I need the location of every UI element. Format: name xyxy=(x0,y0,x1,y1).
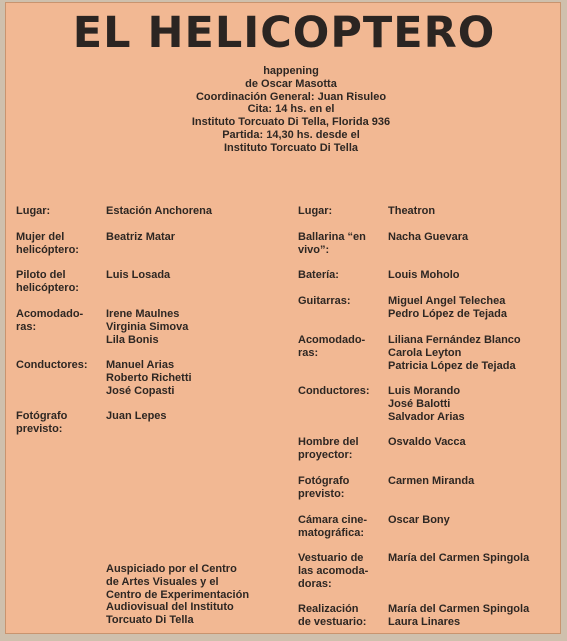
credit-value: María del Carmen Spingola Laura Linares xyxy=(388,603,530,628)
credit-value: Osvaldo Vacca xyxy=(388,436,466,448)
credit-label: Lugar: xyxy=(16,205,51,217)
poster-sheet xyxy=(5,2,561,634)
credit-value: Carmen Miranda xyxy=(388,475,475,487)
credit-value: Luis Losada xyxy=(106,269,171,281)
header-line: Cita: 14 hs. en el xyxy=(247,103,335,116)
credit-value: Oscar Bony xyxy=(388,514,450,526)
credit-label: Fotógrafo previsto: xyxy=(16,410,68,435)
credit-value: Liliana Fernández Blanco Carola Leyton Patricia López de Tejada xyxy=(388,334,521,372)
credit-label: Ballarina “en vivo”: xyxy=(298,231,366,256)
header-line: Instituto Torcuato Di Tella xyxy=(223,141,359,154)
credit-label: Mujer del helicóptero: xyxy=(16,231,79,256)
poster-title: EL HELICOPTERO xyxy=(72,8,496,58)
credit-label: Lugar: xyxy=(298,205,333,217)
credit-value: Miguel Angel Telechea Pedro López de Tejada xyxy=(388,295,507,320)
credit-label: Conductores: xyxy=(16,359,88,371)
credit-value: Luis Morando José Balotti Salvador Arias xyxy=(388,385,465,423)
header-line: Partida: 14,30 hs. desde el xyxy=(222,128,360,141)
credit-label: Fotógrafo previsto: xyxy=(298,475,350,500)
credit-value: María del Carmen Spingola xyxy=(388,552,530,564)
header-line: happening xyxy=(263,65,319,77)
event-header xyxy=(156,65,426,155)
credit-label: Cámara cine- matográfica: xyxy=(298,514,368,539)
credit-value: Beatriz Matar xyxy=(106,231,176,243)
credit-label: Conductores: xyxy=(298,385,370,397)
credit-label: Piloto del helicóptero: xyxy=(16,269,79,294)
credit-label: Acomodado- ras: xyxy=(298,334,366,359)
credit-label: Acomodado- ras: xyxy=(16,308,84,333)
sponsor-note: Auspiciado por el Centro de Artes Visuales y el Centro de Experimentación Audiovisual del Instituto Torcuato Di Tella xyxy=(106,563,250,627)
credit-value: Juan Lepes xyxy=(106,410,167,422)
credit-value: Theatron xyxy=(388,205,436,217)
header-line: Instituto Torcuato Di Tella, Florida 936 xyxy=(191,116,391,129)
credit-value: Nacha Guevara xyxy=(388,231,469,243)
credit-label: Hombre del proyector: xyxy=(298,436,359,461)
credit-label: Guitarras: xyxy=(298,295,351,307)
header-line: de Oscar Masotta xyxy=(245,77,337,90)
credit-label: Vestuario de las acomoda- doras: xyxy=(298,552,369,590)
credit-label: Realización de vestuario: xyxy=(298,603,367,628)
credit-value: Estación Anchorena xyxy=(106,205,212,217)
credit-label: Batería: xyxy=(298,269,339,281)
header-line: Coordinación General: Juan Risuleo xyxy=(195,90,387,103)
credit-value: Irene Maulnes Virginia Simova Lila Bonis xyxy=(106,308,189,346)
credit-value: Louis Moholo xyxy=(388,269,460,281)
credit-value: Manuel Arias Roberto Richetti José Copasti xyxy=(106,359,192,397)
